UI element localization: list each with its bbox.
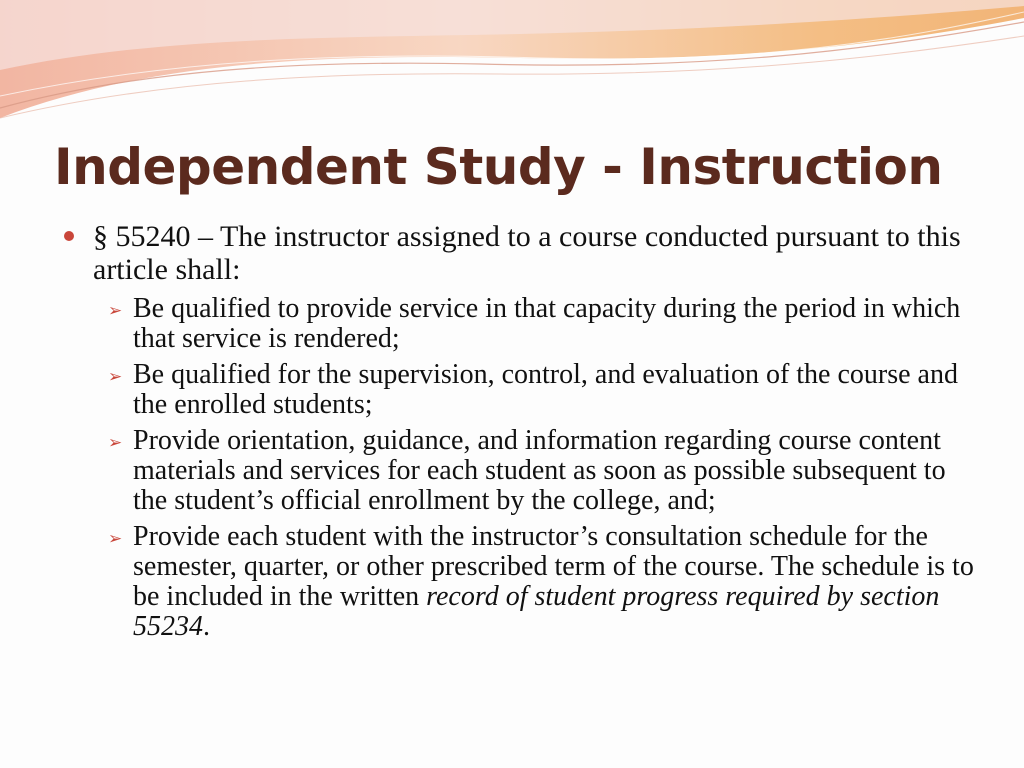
arrowhead-bullet-icon: ➢ xyxy=(108,301,123,321)
sub-bullet-text: Be qualified to provide service in that capacity during the period in which that service is rendered; xyxy=(133,293,961,354)
sub-bullet-text: Be qualified for the supervision, control, and evaluation of the course and the enrolled students; xyxy=(133,359,958,420)
sub-bullet-list xyxy=(64,294,974,642)
italic-reference-text: record of student progress required by section 55234 xyxy=(133,581,940,642)
slide-title: Independent Study - Instruction xyxy=(54,138,943,196)
sub-bullet-item xyxy=(106,522,974,642)
main-bullet-text: § 55240 – The instructor assigned to a course conducted pursuant to this article shall: xyxy=(93,220,961,286)
header-wave-decoration xyxy=(0,0,1024,130)
sub-bullet-text: Provide orientation, guidance, and information regarding course content materials and services for each student as soon as possible subsequent to the student’s official enrollment by the college, and; xyxy=(133,425,946,516)
arrowhead-bullet-icon: ➢ xyxy=(108,433,123,453)
sub-bullet-item xyxy=(106,360,974,420)
bullet-dot-icon xyxy=(64,231,74,241)
slide-content xyxy=(64,220,974,648)
arrowhead-bullet-icon: ➢ xyxy=(108,529,123,549)
sentence-end: . xyxy=(203,611,210,642)
sub-bullet-text: Provide each student with the instructor’s consultation schedule for the semester, quarter, or other prescribed term of the course. The schedule is to be included in the written xyxy=(133,521,974,612)
arrowhead-bullet-icon: ➢ xyxy=(108,367,123,387)
sub-bullet-item xyxy=(106,426,974,516)
sub-bullet-item xyxy=(106,294,974,354)
main-bullet-item xyxy=(64,220,974,286)
